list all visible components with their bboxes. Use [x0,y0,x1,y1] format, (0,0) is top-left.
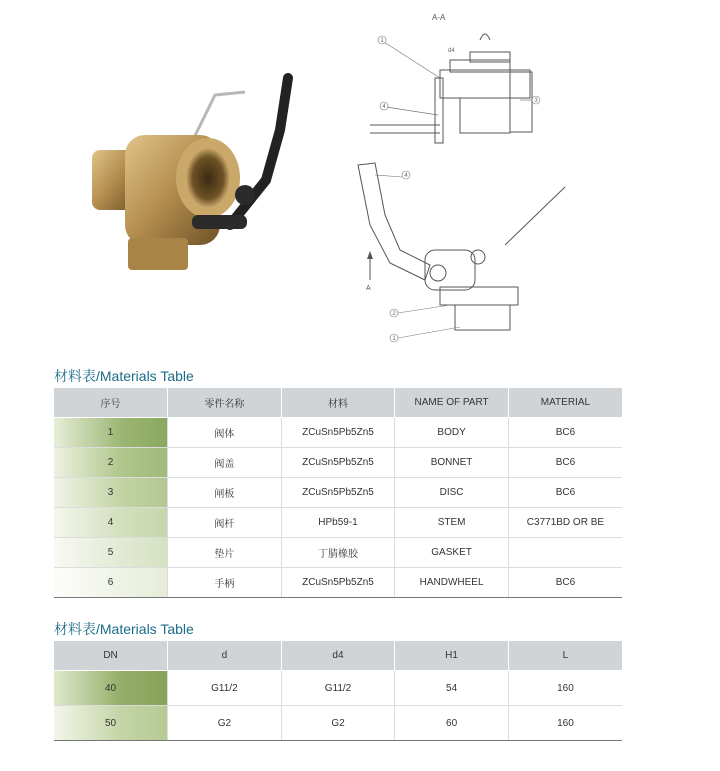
cell-part-name-cn: 阀杆 [168,508,282,538]
cell-material-cn: HPb59-1 [281,508,395,538]
header-seq: 序号 [54,388,168,418]
cell-material-cn: 丁腈橡胶 [281,538,395,568]
cell-part-name-cn: 阀盖 [168,448,282,478]
materials-table [54,388,622,598]
cell-d: G2 [168,706,282,741]
cell-part-name-cn: 闸板 [168,478,282,508]
cell-name-of-part: BONNET [395,448,509,478]
callout-4: 4 [382,104,386,110]
header-name-of-part: NAME OF PART [395,388,509,418]
table-row [54,418,622,448]
callout-1-elevation: 1 [392,336,396,342]
cell-material: BC6 [508,568,622,598]
header-material: MATERIAL [508,388,622,418]
cell-material: C3771BD OR BE [508,508,622,538]
dimensions-table [54,641,622,741]
cell-dn: 50 [54,706,168,741]
cell-part-name-cn: 阀体 [168,418,282,448]
table-row [54,568,622,598]
cell-material-cn: ZCuSn5Pb5Zn5 [281,568,395,598]
header-h1: H1 [395,641,509,671]
header-l: L [508,641,622,671]
cell-d4: G2 [281,706,395,741]
section-arrow-a: A [366,285,371,292]
header-d4: d4 [281,641,395,671]
cell-part-name-cn: 垫片 [168,538,282,568]
cell-material: BC6 [508,448,622,478]
header-dn: DN [54,641,168,671]
cell-name-of-part: DISC [395,478,509,508]
header-d: d [168,641,282,671]
header-part-name-cn: 零件名称 [168,388,282,418]
dimension-d4-label: d4 [448,48,455,54]
table-row [54,706,622,741]
cell-dn: 40 [54,671,168,706]
callout-2: 2 [392,311,396,317]
dimensions-table-header [54,641,622,671]
cell-material-cn: ZCuSn5Pb5Zn5 [281,478,395,508]
cell-l: 160 [508,671,622,706]
cell-part-name-cn: 手柄 [168,568,282,598]
cell-seq: 3 [54,478,168,508]
cell-name-of-part: BODY [395,418,509,448]
cell-seq: 6 [54,568,168,598]
callout-3: 3 [534,98,538,104]
cell-seq: 2 [54,448,168,478]
cell-name-of-part: STEM [395,508,509,538]
cell-material-cn: ZCuSn5Pb5Zn5 [281,448,395,478]
table-row [54,508,622,538]
cell-material: BC6 [508,478,622,508]
cell-d4: G11/2 [281,671,395,706]
cell-seq: 1 [54,418,168,448]
section-a-a-label: A-A [432,13,446,22]
table-row [54,538,622,568]
cell-name-of-part: HANDWHEEL [395,568,509,598]
materials-table-header [54,388,622,418]
elevation-drawing [340,155,580,355]
cell-d: G11/2 [168,671,282,706]
cell-material [508,538,622,568]
dimensions-table-title: 材料表/Materials Table [54,621,194,637]
cell-l: 160 [508,706,622,741]
callout-4-elevation: 4 [404,173,408,179]
header-material-cn: 材料 [281,388,395,418]
materials-table-title: 材料表/Materials Table [54,368,194,384]
cell-h1: 54 [395,671,509,706]
cell-seq: 5 [54,538,168,568]
table-row [54,671,622,706]
cell-h1: 60 [395,706,509,741]
cell-material: BC6 [508,418,622,448]
cell-name-of-part: GASKET [395,538,509,568]
table-row [54,448,622,478]
callout-1: 1 [380,38,384,44]
cell-material-cn: ZCuSn5Pb5Zn5 [281,418,395,448]
cell-seq: 4 [54,508,168,538]
valve-product-photo [80,70,310,285]
table-row [54,478,622,508]
section-drawing-a-a [360,0,560,160]
